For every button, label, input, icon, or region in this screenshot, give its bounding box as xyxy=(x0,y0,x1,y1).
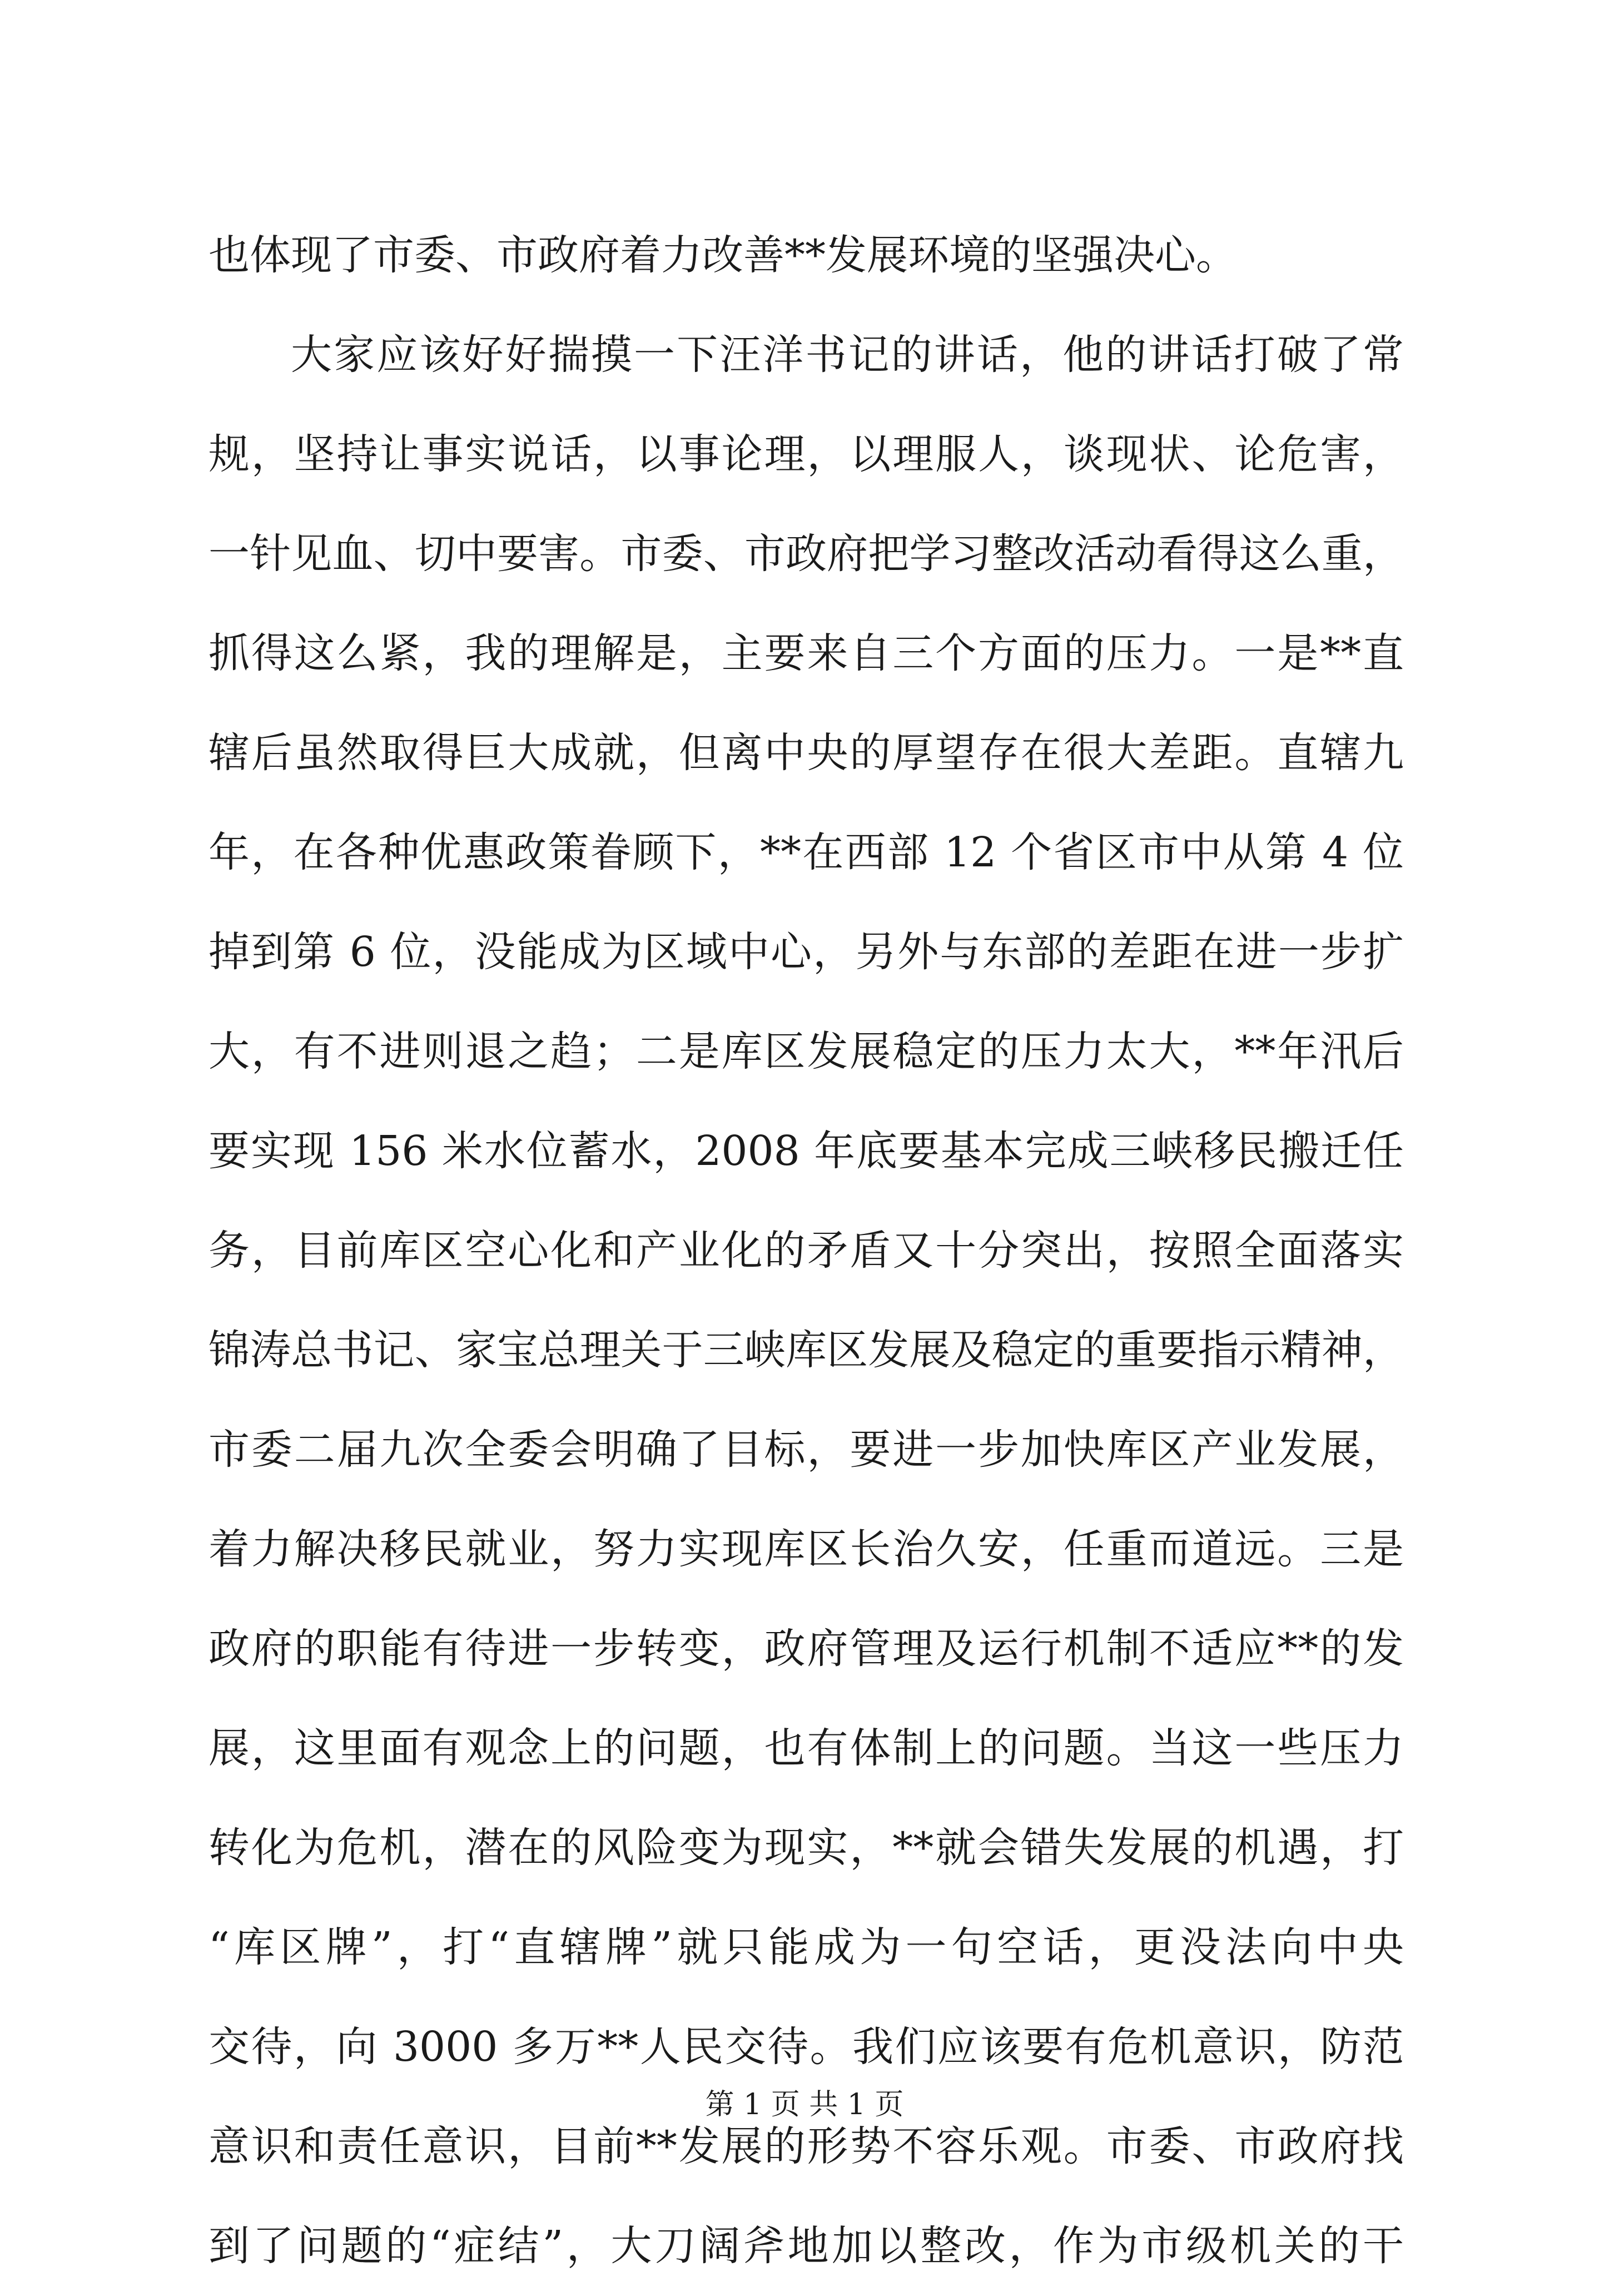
text-line: 务，目前库区空心化和产业化的矛盾又十分突出，按照全面落实 xyxy=(208,1227,1404,1275)
text-line: 意识和责任意识，目前**发展的形势不容乐观。市委、市政府找 xyxy=(208,2123,1404,2170)
text-line: 要实现 156 米水位蓄水，2008 年底要基本完成三峡移民搬迁任 xyxy=(208,1127,1404,1175)
text-line: 锦涛总书记、家宝总理关于三峡库区发展及稳定的重要指示精神， xyxy=(208,1326,1404,1374)
text-line: 交待，向 3000 多万**人民交待。我们应该要有危机意识，防范 xyxy=(208,2023,1404,2071)
text-line: 辖后虽然取得巨大成就，但离中央的厚望存在很大差距。直辖九 xyxy=(208,729,1404,777)
text-line: 掉到第 6 位，没能成为区域中心，另外与东部的差距在进一步扩 xyxy=(208,928,1404,976)
text-line: 到了问题的“症结”，大刀阔斧地加以整改，作为市级机关的干 xyxy=(208,2222,1404,2270)
text-line: 展，这里面有观念上的问题，也有体制上的问题。当这一些压力 xyxy=(208,1724,1404,1772)
text-line: 大，有不进则退之趋；二是库区发展稳定的压力太大，**年汛后 xyxy=(208,1028,1404,1075)
text-line: 一针见血、切中要害。市委、市政府把学习整改活动看得这么重， xyxy=(208,530,1404,578)
text-line: “库区牌”，打“直辖牌”就只能成为一句空话，更没法向中央 xyxy=(208,1923,1404,1971)
page-number-footer: 第 1 页 共 1 页 xyxy=(705,2088,904,2121)
text-line: 也体现了市委、市政府着力改善**发展环境的坚强决心。 xyxy=(208,231,1237,279)
text-line: 规，坚持让事实说话，以事论理，以理服人，谈现状、论危害， xyxy=(208,430,1404,478)
text-line: 年，在各种优惠政策眷顾下，**在西部 12 个省区市中从第 4 位 xyxy=(208,829,1404,876)
text-line: 政府的职能有待进一步转变，政府管理及运行机制不适应**的发 xyxy=(208,1625,1404,1673)
text-line: 市委二届九次全委会明确了目标，要进一步加快库区产业发展， xyxy=(208,1426,1404,1474)
text-line: 转化为危机，潜在的风险变为现实，**就会错失发展的机遇，打 xyxy=(208,1824,1404,1872)
text-line: 着力解决移民就业，努力实现库区长治久安，任重而道远。三是 xyxy=(208,1525,1404,1573)
text-line: 大家应该好好揣摸一下汪洋书记的讲话，他的讲话打破了常 xyxy=(291,331,1404,379)
text-line: 抓得这么紧，我的理解是，主要来自三个方面的压力。一是**直 xyxy=(208,629,1404,677)
document-body xyxy=(208,206,1404,2296)
